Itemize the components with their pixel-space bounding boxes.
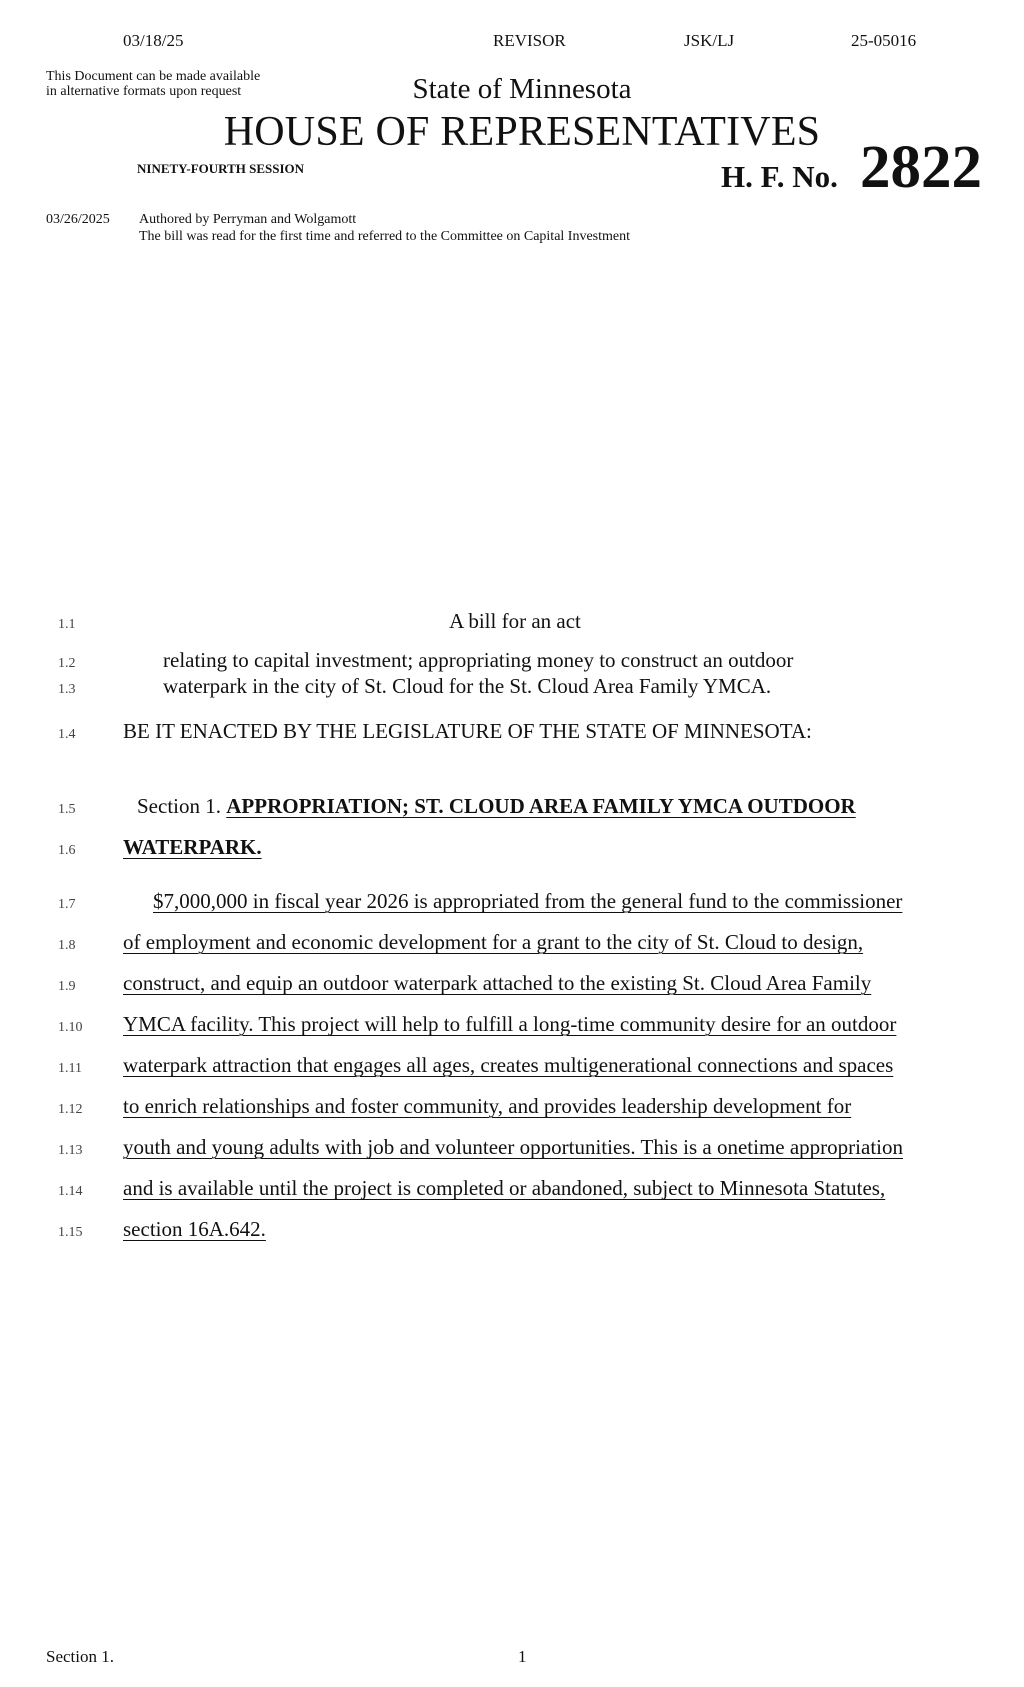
line-number: 1.10 [58,1020,83,1035]
line-number: 1.5 [58,802,76,817]
header-document-number: 25-05016 [851,31,917,50]
authored-date: 03/26/2025 [46,212,110,227]
section-heading [137,794,856,819]
availability-notice-line1: This Document can be made available [46,69,261,84]
house-title: HOUSE OF REPRESENTATIVES [223,109,821,155]
bill-text-line: and is available until the project is completed or abandoned, subject to Minnesota Statutes, [123,1176,886,1200]
bill-text-line: YMCA facility. This project will help to fulfill a long-time community desire for an outdoor [123,1012,897,1036]
line-number: 1.7 [58,897,76,912]
bill-text-line: waterpark attraction that engages all ages, creates multigenerational connections and spaces [123,1053,894,1077]
line-number: 1.14 [58,1184,83,1199]
line-number: 1.8 [58,938,76,953]
authored-by: Authored by Perryman and Wolgamott [139,212,357,227]
bill-title: A bill for an act [449,609,581,633]
bill-relating-clause: waterpark in the city of St. Cloud for the St. Cloud Area Family YMCA. [163,674,772,698]
line-number: 1.13 [58,1143,83,1158]
header-date: 03/18/25 [123,31,184,50]
footer-section-label: Section 1. [46,1647,114,1666]
bill-text-line: construct, and equip an outdoor waterpark attached to the existing St. Cloud Area Family [123,971,872,995]
hf-number: 2822 [860,134,982,201]
header-revisor: REVISOR [493,31,566,50]
header-initials: JSK/LJ [684,31,735,50]
section-title: APPROPRIATION; ST. CLOUD AREA FAMILY YMCA OUTDOOR [226,794,856,818]
section-title-continued: WATERPARK. [123,835,262,859]
bill-text-line: $7,000,000 in fiscal year 2026 is appropriated from the general fund to the commissioner [153,889,903,913]
line-number: 1.15 [58,1225,83,1240]
committee-referral: The bill was read for the first time and referred to the Committee on Capital Investment [139,229,631,244]
line-number: 1.3 [58,682,76,697]
bill-text-line: of employment and economic development for a grant to the city of St. Cloud to design, [123,930,864,954]
section-prefix: Section 1. [137,794,227,818]
bill-text-line: youth and young adults with job and volunteer opportunities. This is a onetime appropriation [123,1135,903,1159]
line-number: 1.6 [58,843,76,858]
session-label: NINETY-FOURTH SESSION [137,161,305,176]
bill-relating-clause: relating to capital investment; appropriating money to construct an outdoor [163,648,794,672]
footer-page-number: 1 [518,1647,527,1666]
line-number: 1.4 [58,727,76,742]
state-title: State of Minnesota [412,73,632,105]
line-number: 1.1 [58,617,76,632]
line-number: 1.11 [58,1061,82,1076]
bill-text-line: section 16A.642. [123,1217,266,1241]
line-number: 1.12 [58,1102,83,1117]
hf-label: H. F. No. [721,159,838,194]
enacting-clause: BE IT ENACTED BY THE LEGISLATURE OF THE STATE OF MINNESOTA: [123,719,812,743]
line-number: 1.2 [58,656,76,671]
bill-text-line: to enrich relationships and foster community, and provides leadership development for [123,1094,852,1118]
line-number: 1.9 [58,979,76,994]
availability-notice-line2: in alternative formats upon request [46,84,242,99]
